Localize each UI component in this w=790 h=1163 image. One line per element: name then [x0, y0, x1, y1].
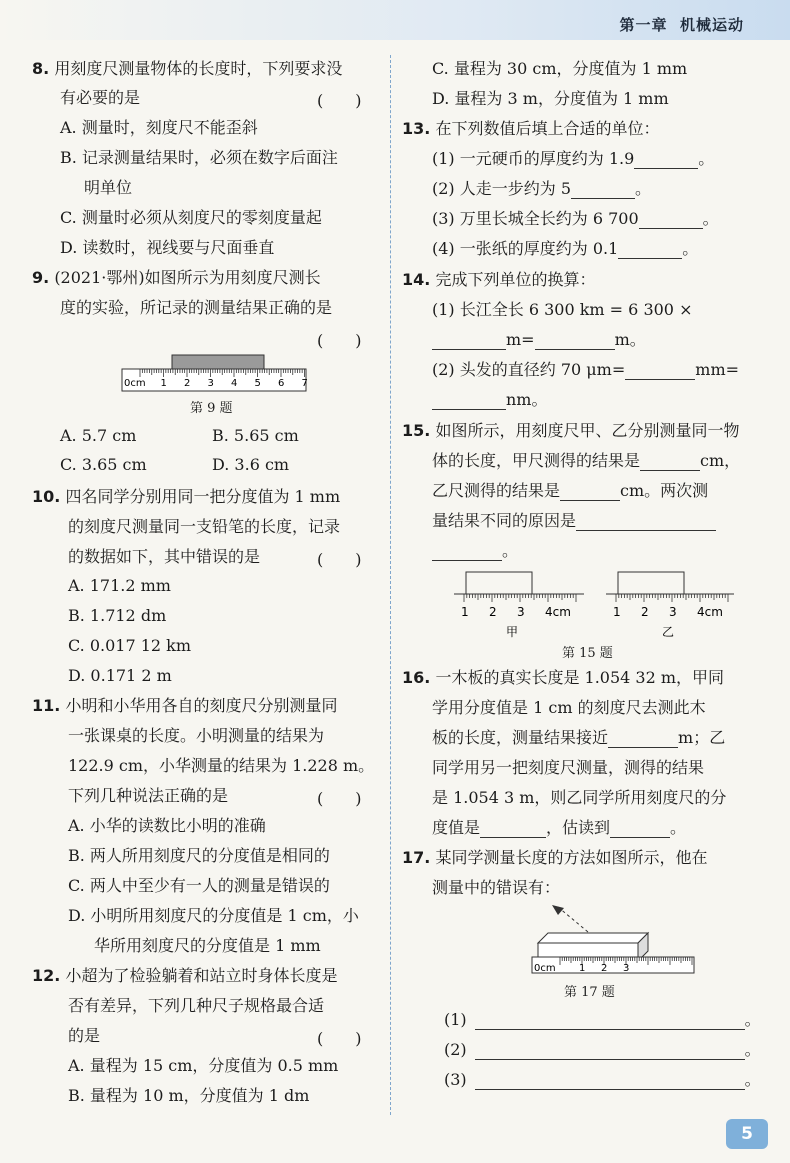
q16-unit-jia: m；乙 — [678, 728, 726, 747]
q15-blank-jia[interactable] — [640, 455, 700, 471]
q13-s3-blank[interactable] — [639, 213, 703, 229]
q11-line1 — [32, 696, 337, 716]
q14-s1-unit2: m。 — [614, 330, 646, 349]
q13-s4-blank[interactable] — [618, 243, 682, 259]
q9-number: 9. — [32, 268, 50, 287]
q11-stem2: 一张课桌的长度。小明测量的结果为 — [68, 726, 325, 745]
q13-s3 — [432, 209, 719, 229]
q12-answer-bracket[interactable]: ( ) — [317, 1029, 362, 1048]
q13-s1-text: (1) 一元硬币的厚度约为 1.9 — [432, 149, 635, 168]
q14-s2-blank2[interactable] — [432, 394, 506, 410]
q16-line1 — [402, 668, 724, 688]
q15-unit-jia: cm， — [700, 451, 741, 470]
ruler-number: 3 — [669, 605, 677, 619]
q13-s1 — [432, 149, 714, 169]
q15-number: 15. — [402, 421, 431, 440]
ruler-unit-label: 0cm — [124, 378, 146, 389]
column-divider — [390, 55, 391, 1115]
q12-option-a[interactable]: A. 量程为 15 cm，分度值为 0.5 mm — [68, 1056, 339, 1075]
q15-stem3: 乙尺测得的结果是 — [432, 481, 561, 500]
q11-option-a[interactable]: A. 小华的读数比小明的准确 — [68, 816, 266, 835]
q16-blank-division[interactable] — [480, 822, 546, 838]
q8-line2 — [60, 88, 140, 108]
q17-figure — [530, 905, 710, 977]
q17-stem2: 测量中的错误有： — [432, 878, 561, 897]
ruler-yi-ticks — [616, 594, 728, 602]
q13-s2-end: 。 — [635, 179, 652, 198]
q17-caption: 第 17 题 — [564, 985, 615, 1000]
q15-end: 。 — [502, 541, 519, 560]
q10-answer-bracket[interactable]: ( ) — [317, 550, 362, 569]
ruler-unit-label: 0cm — [534, 963, 556, 974]
q13-s4-text: (4) 一张纸的厚度约为 0.1 — [432, 239, 619, 258]
q8-answer-bracket[interactable]: ( ) — [317, 91, 362, 110]
q10-stem3: 的数据如下，其中错误的是 — [68, 547, 261, 566]
q8-line1 — [32, 59, 342, 79]
q14-s1-blank2[interactable] — [535, 334, 615, 350]
ruler-number: 2 — [489, 605, 497, 619]
q9-option-c[interactable]: C. 3.65 cm — [60, 455, 147, 474]
q12-number: 12. — [32, 966, 61, 985]
q16-stem5: 是 1.054 3 m，则乙同学所用刻度尺的分 — [432, 788, 727, 807]
q12-stem1: 小超为了检验躺着和站立时身体长度是 — [65, 966, 338, 985]
chapter-heading — [620, 14, 744, 35]
q11-stem1: 小明和小华用各自的刻度尺分别测量同 — [65, 696, 338, 715]
q11-option-c[interactable]: C. 两人中至少有一人的测量是错误的 — [68, 876, 330, 895]
ruler-number: 1 — [160, 378, 167, 389]
q10-number: 10. — [32, 487, 61, 506]
q16-blank-jia[interactable] — [608, 732, 678, 748]
q13-s2-text: (2) 人走一步约为 5 — [432, 179, 572, 198]
q17-a2-blank[interactable] — [475, 1044, 745, 1060]
q14-number: 14. — [402, 270, 431, 289]
ruler-number: 4 — [231, 378, 238, 389]
q13-s4-end: 。 — [682, 239, 699, 258]
chapter-number: 第一章 — [619, 16, 668, 34]
q16-end: 。 — [670, 818, 687, 837]
q17-number: 17. — [402, 848, 431, 867]
eye-icon — [552, 905, 564, 915]
q8-number: 8. — [32, 59, 50, 78]
page-header — [0, 0, 790, 40]
q16-line6 — [432, 818, 686, 838]
q14-s1-cont — [432, 330, 646, 350]
q12-line1 — [32, 966, 337, 986]
q16-line3 — [432, 728, 725, 748]
q15-line5 — [432, 541, 518, 561]
q17-line1 — [402, 848, 707, 868]
q10-line1 — [32, 487, 340, 507]
q13-s3-end: 。 — [702, 209, 719, 228]
q15-line4 — [432, 511, 716, 531]
q8-option-d[interactable]: D. 读数时，视线要与尺面垂直 — [60, 238, 275, 257]
q16-stem2: 学用分度值是 1 cm 的刻度尺去测此木 — [432, 698, 706, 717]
q8-option-b[interactable]: B. 记录测量结果时，必须在数字后面注 — [60, 148, 338, 167]
q10-option-a[interactable]: A. 171.2 mm — [68, 576, 171, 595]
ruler-number: 4cm — [545, 605, 571, 619]
q15-stem1: 如图所示，用刻度尺甲、乙分别测量同一物 — [435, 421, 740, 440]
q17-a2-label: (2) — [444, 1040, 467, 1059]
q13-s2-blank[interactable] — [571, 183, 635, 199]
q13-s4 — [432, 239, 698, 259]
q9-stem1: (2021·鄂州)如图所示为用刻度尺测长 — [54, 268, 321, 287]
q13-s1-blank[interactable] — [634, 153, 698, 169]
object-yi — [618, 572, 684, 594]
ruler-yi-numbers — [613, 605, 723, 619]
q9-answer-bracket[interactable]: ( ) — [317, 331, 362, 350]
object-jia — [466, 572, 532, 594]
q14-s2-blank1[interactable] — [625, 364, 695, 380]
q11-option-d[interactable]: D. 小明所用刻度尺的分度值是 1 cm，小 — [68, 906, 359, 925]
q15-line1 — [402, 421, 739, 441]
chapter-title: 机械运动 — [679, 16, 744, 34]
q17-a3-end: 。 — [744, 1070, 761, 1089]
q8-stem2: 有必要的是 — [60, 88, 141, 107]
q17-stem1: 某同学测量长度的方法如图所示，他在 — [435, 848, 708, 867]
q15-stem4: 量结果不同的原因是 — [432, 511, 577, 530]
q14-s2-unit2: nm。 — [506, 390, 548, 409]
q9-line1 — [32, 268, 321, 288]
q12-stem3: 的是 — [68, 1026, 101, 1045]
q13-s3-text: (3) 万里长城全长约为 6 700 — [432, 209, 639, 228]
q14-s2-cont — [432, 390, 547, 410]
q15-rulers-figure — [454, 568, 754, 640]
ruler-number: 2 — [601, 963, 608, 974]
q9-stem2: 度的实验，所记录的测量结果正确的是 — [60, 298, 333, 317]
q16-stem4: 同学用另一把刻度尺测量，测得的结果 — [432, 758, 705, 777]
q15-stem2: 体的长度，甲尺测得的结果是 — [432, 451, 641, 470]
ruler-number: 7 — [301, 378, 308, 389]
ruler-number: 4cm — [697, 605, 723, 619]
q8-stem1: 用刻度尺测量物体的长度时，下列要求没 — [54, 59, 343, 78]
q11-number: 11. — [32, 696, 61, 715]
q15-blank-reason[interactable] — [576, 515, 716, 531]
q11-stem4: 下列几种说法正确的是 — [68, 786, 229, 805]
q10-option-c[interactable]: C. 0.017 12 km — [68, 636, 192, 655]
q17-answer3 — [444, 1070, 761, 1090]
ruler-number: 2 — [184, 378, 191, 389]
q8-option-c[interactable]: C. 测量时必须从刻度尺的零刻度量起 — [60, 208, 322, 227]
q15-blank-yi[interactable] — [560, 485, 620, 501]
measured-object — [172, 355, 264, 369]
q9-caption: 第 9 题 — [190, 401, 233, 416]
q14-stem: 完成下列单位的换算： — [435, 270, 596, 289]
ruler-number: 1 — [613, 605, 621, 619]
q16-stem6: 度值是 — [432, 818, 481, 837]
q13-number: 13. — [402, 119, 431, 138]
q17-a3-label: (3) — [444, 1070, 467, 1089]
q17-a1-blank[interactable] — [475, 1014, 745, 1030]
q12-stem2: 否有差异，下列几种尺子规格最合适 — [68, 996, 325, 1015]
q14-s2 — [432, 360, 739, 380]
ruler-number: 3 — [207, 378, 214, 389]
q8-option-b-cont: 明单位 — [84, 178, 133, 197]
ruler-number: 1 — [461, 605, 469, 619]
q17-answer1 — [444, 1010, 761, 1030]
ruler-jia-ticks — [464, 594, 576, 602]
q13-stem: 在下列数值后填上合适的单位： — [435, 119, 660, 138]
q8-option-a[interactable]: A. 测量时，刻度尺不能歪斜 — [60, 118, 258, 137]
page-number: 5 — [726, 1119, 768, 1149]
q12-option-d[interactable]: D. 量程为 3 m，分度值为 1 mm — [432, 89, 669, 108]
q11-option-b[interactable]: B. 两人所用刻度尺的分度值是相同的 — [68, 846, 330, 865]
q14-s1-text: (1) 长江全长 6 300 km = 6 300 × — [432, 300, 693, 319]
q10-option-d[interactable]: D. 0.171 2 m — [68, 666, 172, 685]
q15-blank-reason-cont[interactable] — [432, 545, 502, 561]
q17-a1-end: 。 — [744, 1010, 761, 1029]
q17-a1-label: (1) — [444, 1010, 467, 1029]
q11-stem3: 122.9 cm，小华测量的结果为 1.228 m。 — [68, 756, 375, 775]
q16-stem3: 板的长度，测量结果接近 — [432, 728, 609, 747]
q12-option-b[interactable]: B. 量程为 10 m，分度值为 1 dm — [68, 1086, 310, 1105]
q13-line1 — [402, 119, 659, 139]
q16-number: 16. — [402, 668, 431, 687]
q17-a3-blank[interactable] — [475, 1074, 745, 1090]
q10-option-b[interactable]: B. 1.712 dm — [68, 606, 167, 625]
q16-stem1: 一木板的真实长度是 1.054 32 m，甲同 — [435, 668, 725, 687]
q15-line2 — [432, 451, 740, 471]
q15-caption: 第 15 题 — [562, 646, 613, 661]
q9-option-d[interactable]: D. 3.6 cm — [212, 455, 290, 474]
ruler-number: 1 — [579, 963, 586, 974]
q14-s1-unit1: m= — [506, 330, 535, 349]
q17-answer2 — [444, 1040, 761, 1060]
q15-line3 — [432, 481, 708, 501]
ruler-number: 3 — [623, 963, 630, 974]
q13-s2 — [432, 179, 651, 199]
q9-option-a[interactable]: A. 5.7 cm — [60, 426, 137, 445]
q12-option-c[interactable]: C. 量程为 30 cm，分度值为 1 mm — [432, 59, 688, 78]
q14-s2-unit1: mm= — [695, 360, 740, 379]
q17-a2-end: 。 — [744, 1040, 761, 1059]
q14-s2-text: (2) 头发的直径约 70 μm= — [432, 360, 626, 379]
ruler-number: 3 — [517, 605, 525, 619]
ruler-number: 5 — [254, 378, 261, 389]
q9-ruler-figure — [120, 353, 310, 395]
q11-answer-bracket[interactable]: ( ) — [317, 789, 362, 808]
q9-option-b[interactable]: B. 5.65 cm — [212, 426, 299, 445]
label-yi: 乙 — [662, 625, 675, 639]
label-jia: 甲 — [506, 625, 519, 639]
q15-unit-yi: cm。两次测 — [620, 481, 709, 500]
ruler-number: 2 — [641, 605, 649, 619]
q10-stem1: 四名同学分别用同一把分度值为 1 mm — [65, 487, 341, 506]
block-top — [538, 933, 648, 943]
q16-stem6b: ，估读到 — [546, 818, 611, 837]
q14-line1 — [402, 270, 595, 290]
q14-s1-blank1[interactable] — [432, 334, 506, 350]
q13-s1-end: 。 — [698, 149, 715, 168]
q16-blank-estimate[interactable] — [610, 822, 670, 838]
q10-stem2: 的刻度尺测量同一支铅笔的长度，记录 — [68, 517, 341, 536]
ruler-jia-numbers — [461, 605, 571, 619]
q11-option-d-cont: 华所用刻度尺的分度值是 1 mm — [94, 936, 321, 955]
ruler-number: 6 — [278, 378, 285, 389]
